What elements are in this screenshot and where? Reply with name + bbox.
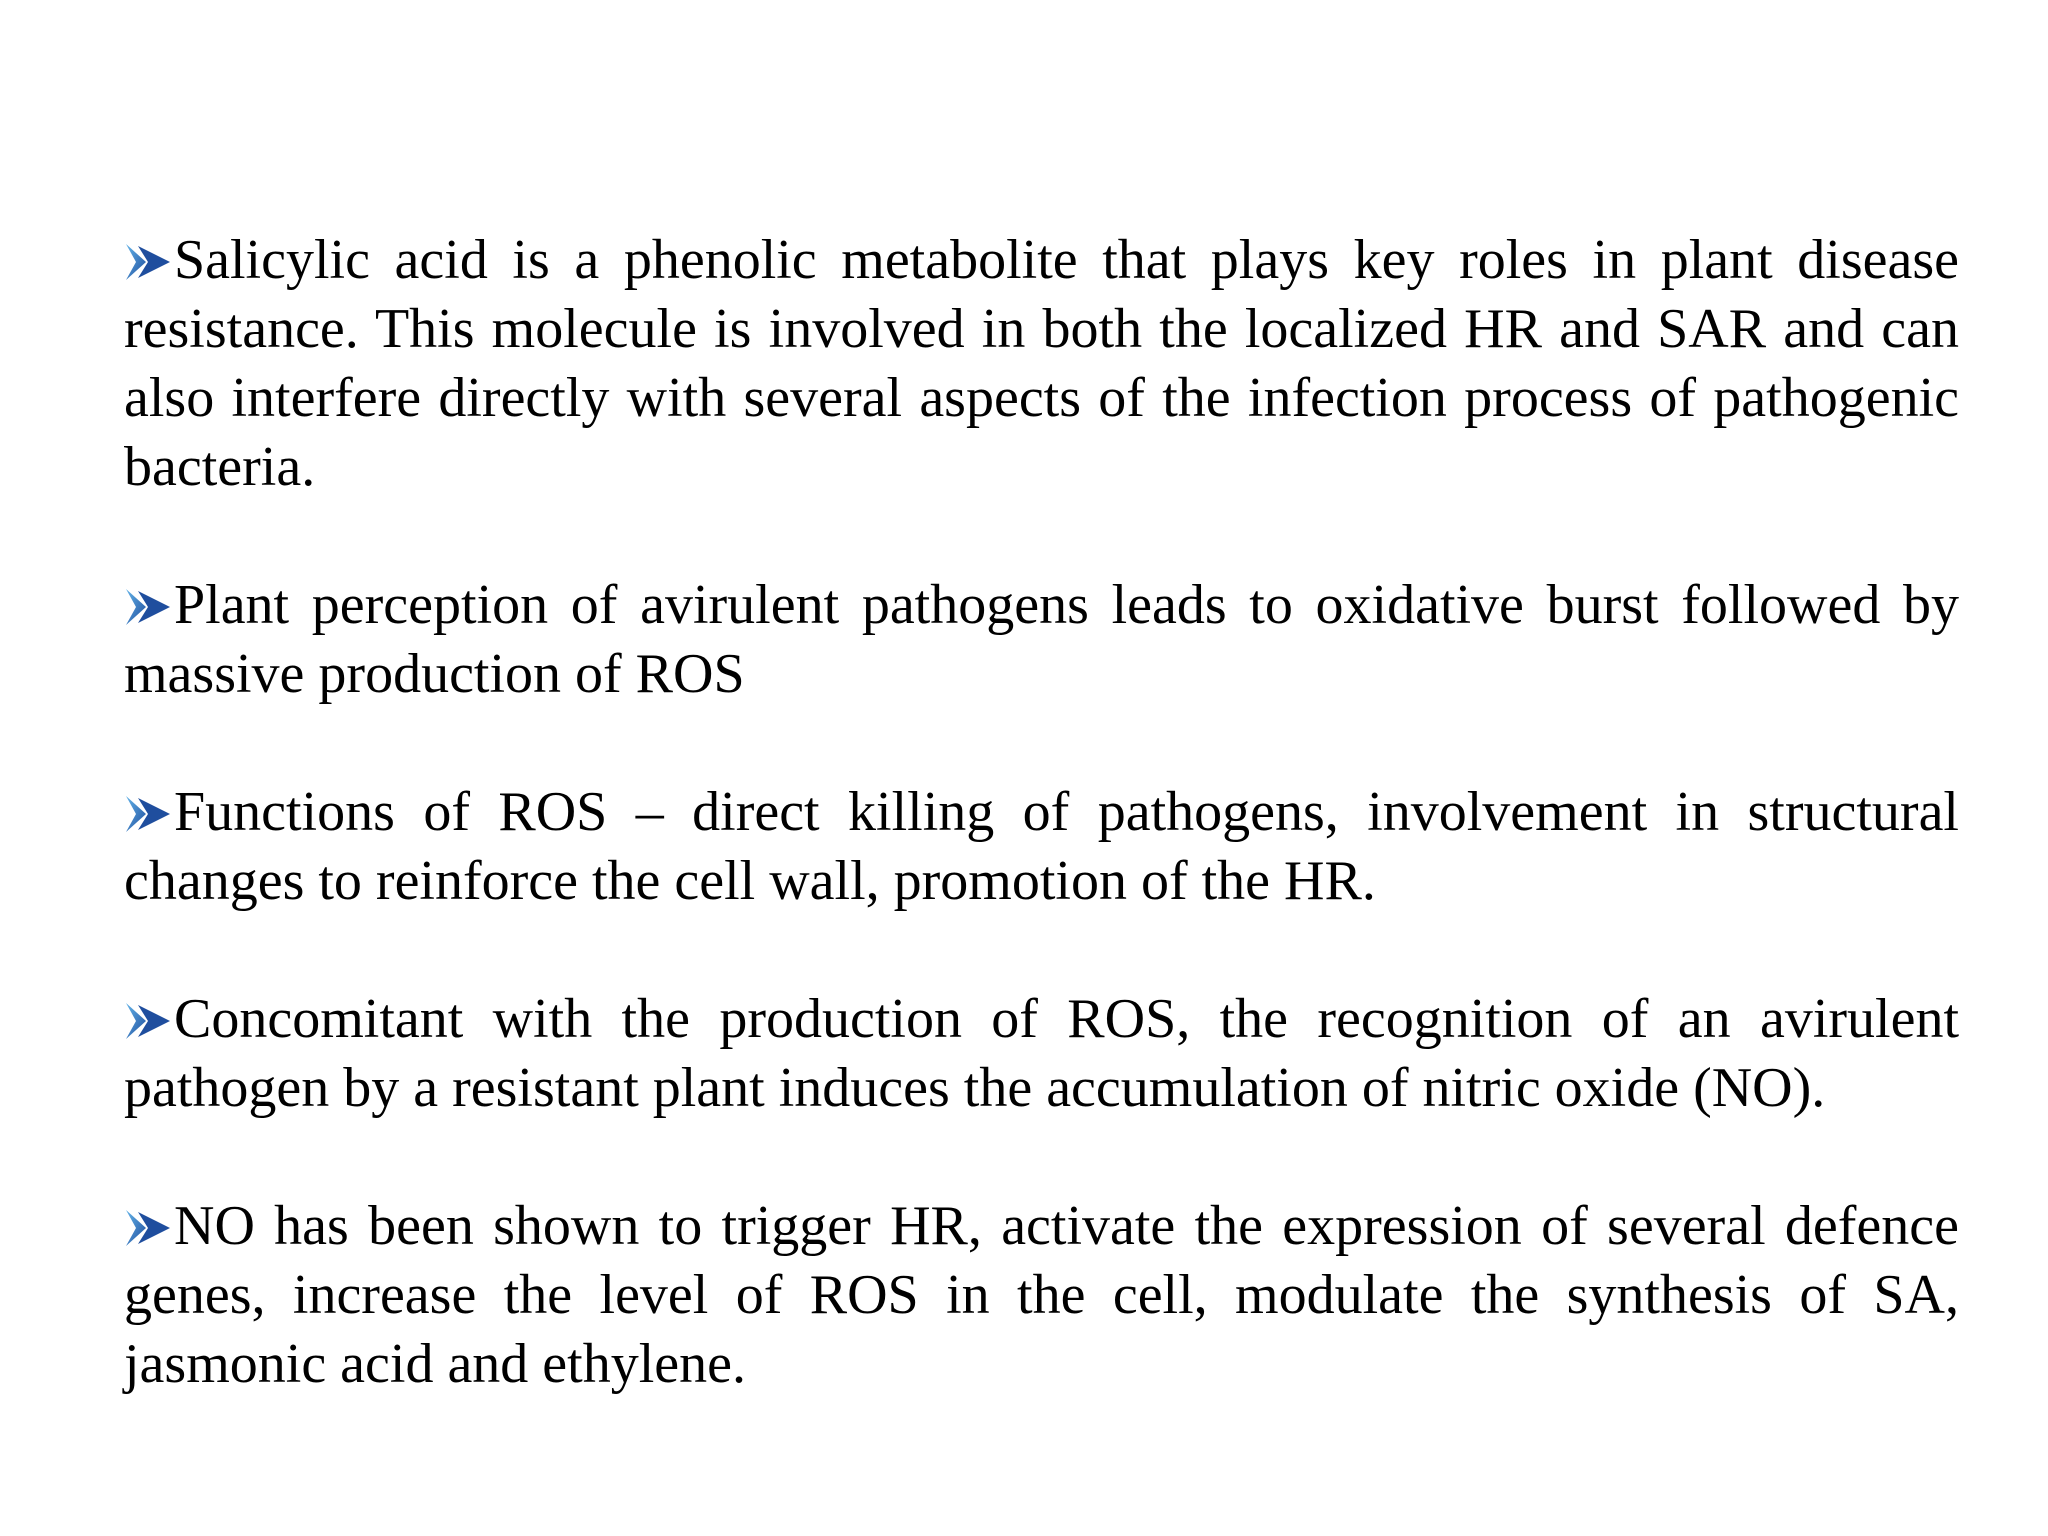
arrow-bullet-icon — [124, 1001, 172, 1041]
bullet-item — [124, 1192, 1959, 1399]
bullet-text: Concomitant with the production of ROS, the recognition of an avirulent pathogen by a resistant plant induces the accumulation of nitric oxide (NO). — [124, 988, 1959, 1119]
bullet-item — [124, 985, 1959, 1123]
arrow-bullet-icon — [124, 1208, 172, 1248]
bullet-text: NO has been shown to trigger HR, activate the expression of several defence genes, increase the level of ROS in the cell, modulate the synthesis of SA, jasmonic acid and ethylene. — [124, 1195, 1959, 1395]
bullet-item — [124, 778, 1959, 916]
bullet-item — [124, 571, 1959, 709]
arrow-bullet-icon — [124, 794, 172, 834]
bullet-text: Functions of ROS – direct killing of pathogens, involvement in structural changes to reinforce the cell wall, promotion of the HR. — [124, 781, 1959, 912]
bullet-text: Plant perception of avirulent pathogens leads to oxidative burst followed by massive production of ROS — [124, 574, 1959, 705]
bullet-item — [124, 226, 1959, 502]
bullet-list — [124, 226, 1959, 1399]
arrow-bullet-icon — [124, 242, 172, 282]
arrow-bullet-icon — [124, 587, 172, 627]
bullet-text: Salicylic acid is a phenolic metabolite that plays key roles in plant disease resistance. This molecule is involved in both the localized HR and SAR and can also interfere directly with several aspects of the infection process of pathogenic bacteria. — [124, 229, 1959, 498]
